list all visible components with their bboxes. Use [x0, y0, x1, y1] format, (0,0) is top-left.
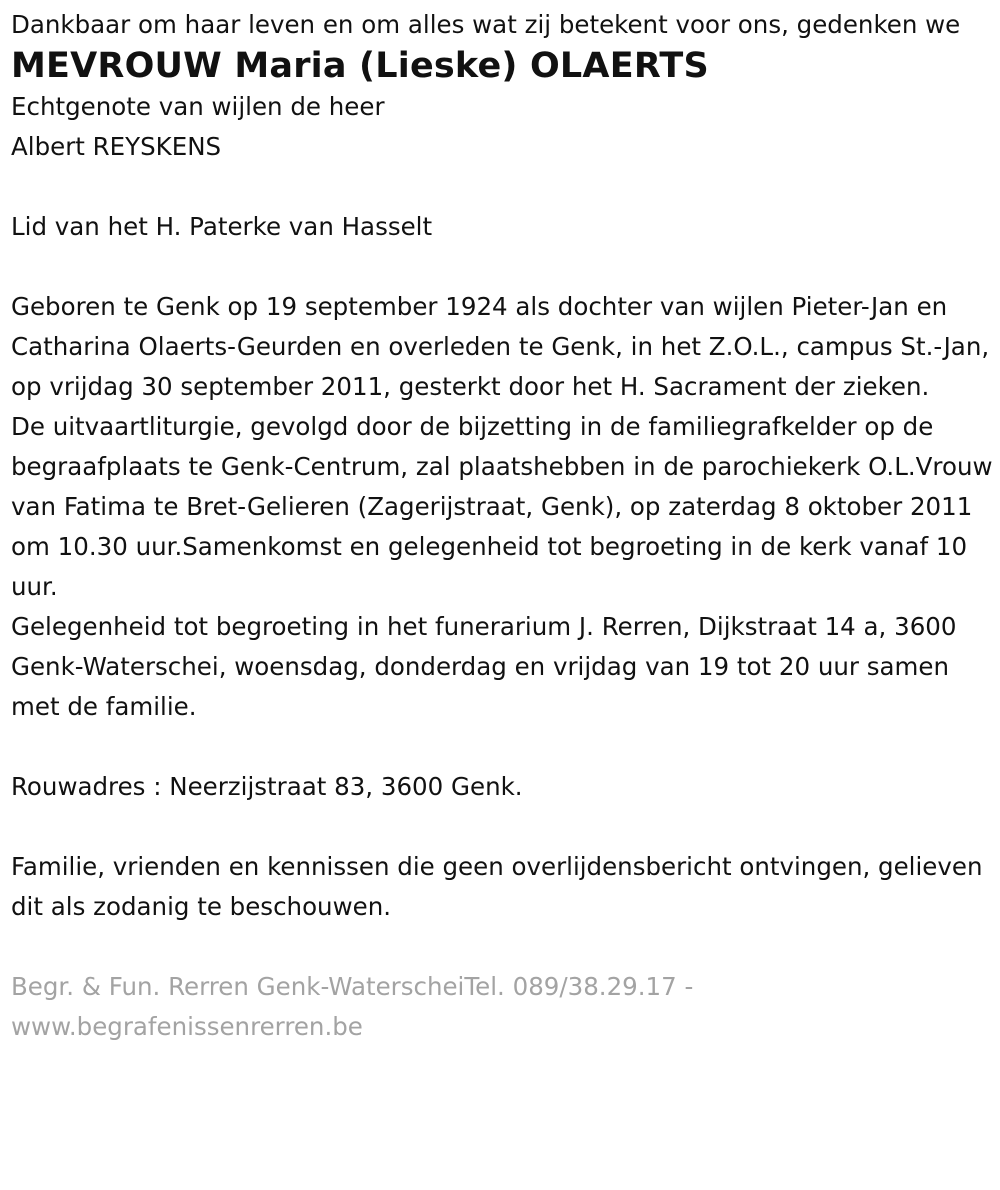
birth-death-paragraph: Geboren te Genk op 19 september 1924 als dochter van wijlen Pieter-Jan en Catharina Olaerts-Geurden en overleden te Genk, in het Z.O.L., campus St.-Jan, op vrijdag 30 september 2011, gesterkt door het H. Sacrament der zieken.: [11, 292, 990, 401]
membership-text: Lid van het H. Paterke van Hasselt: [11, 212, 433, 241]
closing-paragraph: Familie, vrienden en kennissen die geen overlijdensbericht ontvingen, gelieven dit als zodanig te beschouwen.: [11, 852, 983, 921]
spacer: [11, 727, 993, 767]
spouse-line-1: Echtgenote van wijlen de heer: [11, 92, 385, 121]
spacer: [11, 167, 993, 207]
funeral-home-footer: Begr. & Fun. Rerren Genk-WaterscheiTel. 089/38.29.17 - www.begrafenissenrerren.be: [11, 972, 694, 1041]
spacer: [11, 927, 993, 967]
funeral-paragraph: De uitvaartliturgie, gevolgd door de bijzetting in de familiegrafkelder op de begraafplaats te Genk-Centrum, zal plaatshebben in de parochiekerk O.L.Vrouw van Fatima te Bret-Gelieren (Zagerijstraat, Genk), op zaterdag 8 oktober 2011 om 10.30 uur.Samenkomst en gelegenheid tot begroeting in de kerk vanaf 10 uur.: [11, 412, 993, 601]
spacer: [11, 247, 993, 287]
visitation-paragraph: Gelegenheid tot begroeting in het funerarium J. Rerren, Dijkstraat 14 a, 3600 Genk-Waterschei, woensdag, donderdag en vrijdag van 19 tot 20 uur samen met de familie.: [11, 612, 957, 721]
spacer: [11, 807, 993, 847]
spouse-line-2: Albert REYSKENS: [11, 132, 222, 161]
obituary-notice: [11, 5, 993, 1047]
intro-text: Dankbaar om haar leven en om alles wat zij betekent voor ons, gedenken we: [11, 10, 961, 39]
mourning-address: Rouwadres : Neerzijstraat 83, 3600 Genk.: [11, 772, 523, 801]
deceased-name: MEVROUW Maria (Lieske) OLAERTS: [11, 46, 709, 86]
